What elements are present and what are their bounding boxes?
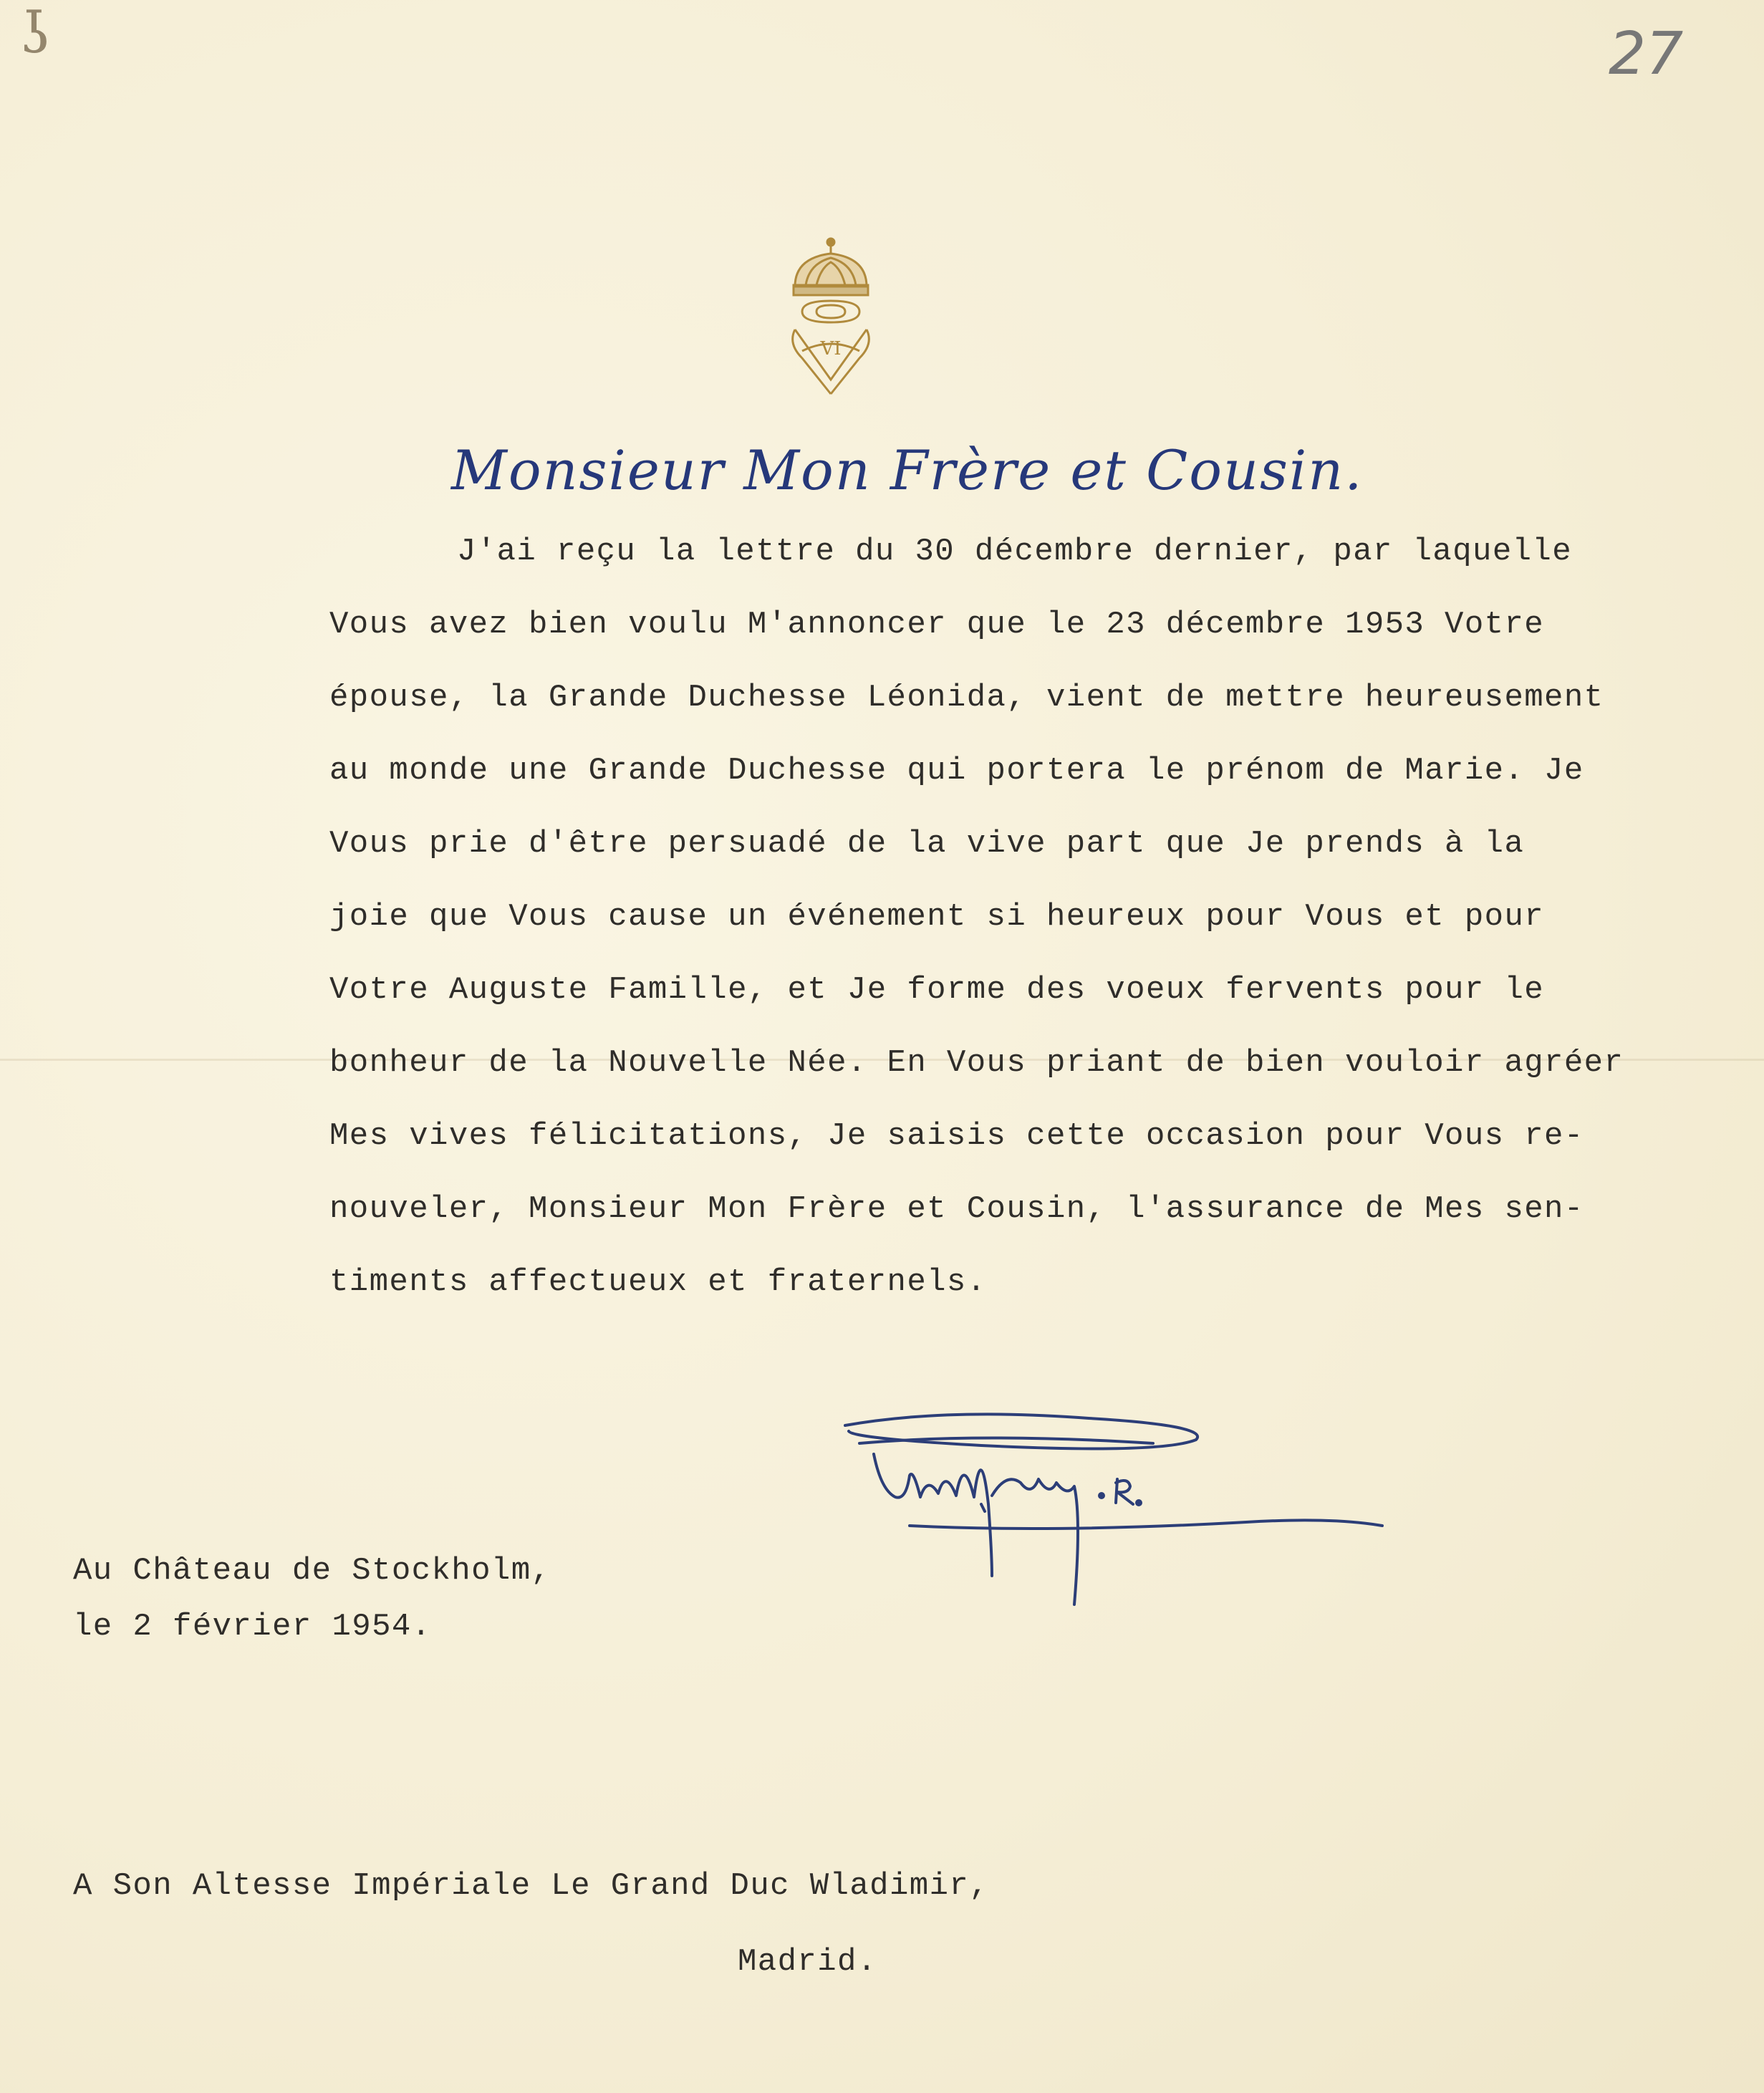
handwritten-salutation: Monsieur Mon Frère et Cousin.: [451, 438, 1364, 502]
body-line: au monde une Grande Duchesse qui portera le prénom de Marie. Je: [329, 753, 1584, 789]
body-line: Vous prie d'être persuadé de la vive part que Je prends à la: [329, 826, 1525, 862]
body-line: Vous avez bien voulu M'annoncer que le 23 décembre 1953 Votre: [329, 607, 1545, 643]
royal-crown-monogram-icon: [781, 236, 881, 401]
svg-text:VI: VI: [820, 338, 842, 360]
body-line: bonheur de la Nouvelle Née. En Vous priant de bien vouloir agréer: [329, 1045, 1624, 1081]
place-date-block: [73, 1553, 551, 1665]
corner-ink-mark: ʖ: [20, 0, 51, 67]
letter-body: [329, 536, 1748, 1339]
page-number: 27: [1609, 20, 1684, 88]
recipient: A Son Altesse Impériale Le Grand Duc Wladimir,: [73, 1868, 989, 1904]
body-line: timents affectueux et fraternels.: [329, 1264, 987, 1300]
body-line: Votre Auguste Famille, et Je forme des voeux fervents pour le: [329, 972, 1545, 1008]
recipient-city: Madrid.: [738, 1944, 877, 1980]
handwritten-signature-icon: [838, 1411, 1397, 1626]
place: Au Château de Stockholm,: [73, 1553, 551, 1589]
body-line: J'ai reçu la lettre du 30 décembre dernier, par laquelle: [457, 534, 1573, 569]
body-line: épouse, la Grande Duchesse Léonida, vient de mettre heureusement: [329, 680, 1604, 716]
body-line: joie que Vous cause un événement si heureux pour Vous et pour: [329, 899, 1545, 935]
body-line: nouveler, Monsieur Mon Frère et Cousin, l'assurance de Mes sen-: [329, 1191, 1584, 1227]
date: le 2 février 1954.: [73, 1609, 432, 1645]
body-line: Mes vives félicitations, Je saisis cette occasion pour Vous re-: [329, 1118, 1584, 1154]
